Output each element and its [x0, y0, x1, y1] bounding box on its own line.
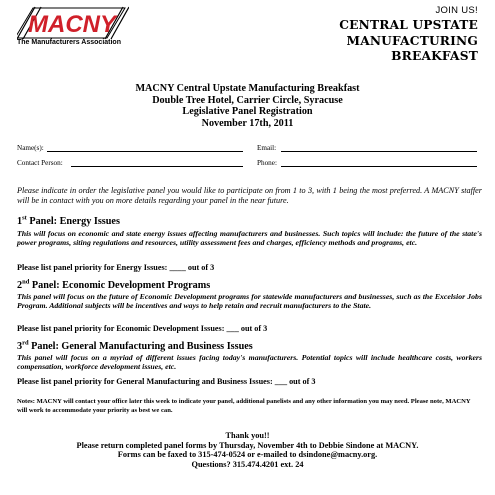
- phone-label: Phone:: [257, 159, 277, 167]
- banner-line-3: BREAKFAST: [391, 49, 478, 63]
- title-line-1: MACNY Central Upstate Manufacturing Breakfast: [135, 83, 360, 94]
- macny-logo: [17, 6, 127, 50]
- footer-thanks: Thank you!!: [225, 431, 270, 440]
- title-line-4: November 17th, 2011: [201, 117, 294, 129]
- footer-line-3: Questions? 315.474.4201 ext. 24: [191, 459, 304, 469]
- macny-logo-mark: [17, 6, 129, 40]
- names-field[interactable]: [47, 145, 243, 152]
- panel-3-priority: Please list panel priority for General Manufacturing and Business Issues: ___ out of 3: [17, 377, 316, 386]
- names-email-row: [17, 144, 477, 154]
- contact-field[interactable]: [71, 160, 243, 167]
- logo-wordmark: MACNY: [28, 11, 116, 38]
- panel-2-description: This panel will focus on the future of Economic Development programs for statewide manufacturers and businesses, such as the Excelsior Jobs Program. Additional subjects will be incentives and ways to help retain and recruit manufacturers to the State.: [17, 292, 482, 311]
- panel-1-title: 1st Panel: Energy Issues: [17, 214, 120, 227]
- title-line-3: Legislative Panel Registration: [182, 106, 313, 117]
- banner-line-2: MANUFACTURING: [346, 33, 478, 48]
- panel-2-priority: Please list panel priority for Economic Development Issues: ___ out of 3: [17, 324, 268, 333]
- footer-line-2: Forms can be faxed to 315-474-0524 or e-mailed to dsindone@macny.org.: [117, 450, 378, 460]
- banner-line-1: CENTRAL UPSTATE: [339, 18, 478, 32]
- contact-label: Contact Person:: [17, 159, 63, 167]
- email-field[interactable]: [281, 145, 477, 152]
- footer: [0, 431, 495, 469]
- notes-paragraph: Notes: MACNY will contact your office later this week to indicate your panel, additional panelists and any other information you may need. Please note, MACNY will work to accommodate your priority as best we can.: [17, 398, 471, 414]
- panel-3-description: This panel will focus on a myriad of different issues facing today's manufacturers. Potential topics will include healthcare costs, workers compensation, workforce development issues, etc.: [17, 353, 482, 372]
- email-label: Email:: [257, 144, 277, 152]
- document-title: [0, 83, 495, 129]
- title-line-2: Double Tree Hotel, Carrier Circle, Syracuse: [152, 94, 343, 106]
- footer-line-1: Please return completed panel forms by Thursday, November 4th to Debbie Sindone at MACNY.: [76, 440, 419, 450]
- phone-field[interactable]: [281, 160, 477, 167]
- panel-2-title: 2nd Panel: Economic Development Programs: [17, 278, 211, 291]
- logo-subtitle: The Manufacturers Association: [17, 39, 121, 46]
- panel-3-title: 3rd Panel: General Manufacturing and Business Issues: [17, 339, 253, 352]
- join-us-text: JOIN US!: [435, 5, 478, 16]
- event-banner: [339, 18, 478, 65]
- intro-paragraph: Please indicate in order the legislative panel you would like to participate on from 1 to 3, with 1 being the most preferred. A MACNY staffer will be in contact with you on more details regarding your panel in the near future.: [17, 186, 482, 205]
- contact-phone-row: [17, 159, 477, 169]
- panel-1-priority: Please list panel priority for Energy Issues: ____ out of 3: [17, 263, 215, 272]
- names-label: Name(s):: [17, 144, 44, 152]
- panel-1-description: This will focus on economic and state energy issues affecting manufacturers and businesses. Such topics will include: the future of the state's power programs, siting regulations and resources, utility assessment fees and charges, efficiency methods and programs, etc.: [17, 229, 482, 248]
